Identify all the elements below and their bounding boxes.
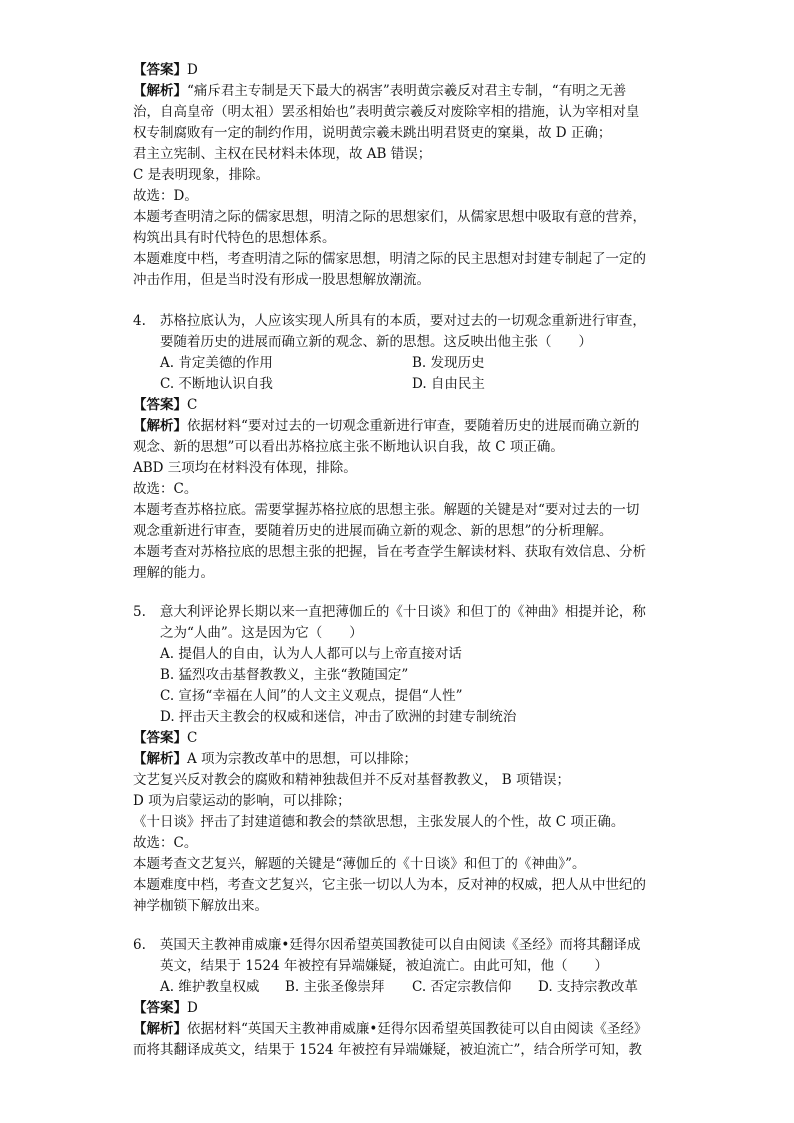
option-c: C. 不断地认识自我: [160, 376, 273, 392]
text-line: 观念、新的思想”可以看出苏格拉底主张不断地认识自我，故 C 项正确。: [133, 439, 564, 455]
answer-line: 【答案】C: [133, 730, 198, 746]
option-b: B. 主张圣像崇拜: [285, 979, 385, 995]
option-b: B. 发现历史: [412, 355, 485, 371]
text-line: 权专制腐败有一定的制约作用，说明黄宗羲未跳出明君贤吏的窠巢，故 D 正确；: [133, 125, 612, 141]
option-c: C. 否定宗教信仰: [412, 979, 512, 995]
option-d: D. 支持宗教改革: [538, 979, 638, 995]
text-line: 本题难度中档，考查明清之际的儒家思想，明清之际的民主思想对封建专制起了一定的: [133, 251, 646, 267]
text-line: 构筑出具有时代特色的思想体系。: [133, 230, 336, 246]
option-a: A. 维护教皇权威: [160, 979, 260, 995]
analysis-line: 【解析】依据材料“要对过去的一切观念重新进行审查，要随着历史的进展而确立新的: [133, 418, 640, 434]
option-b: B. 猛烈攻击基督教教义，主张“教随国定”: [160, 667, 409, 683]
text-line: 之为“人曲”。这是因为它（ ）: [160, 625, 363, 641]
option-a: A. 肯定美德的作用: [160, 355, 273, 371]
text-line: 君主立宪制、主权在民材料未体现，故 AB 错误；: [133, 146, 432, 162]
question-5-stem: 5. 意大利评论界长期以来一直把薄伽丘的《十日谈》和但丁的《神曲》相提并论，称: [133, 604, 646, 620]
text-line: 观念重新进行审查，要随着历史的进展而确立新的观念、新的思想”的分析理解。: [133, 523, 613, 539]
option-a: A. 提倡人的自由，认为人人都可以与上帝直接对话: [160, 646, 462, 662]
analysis-line: 【解析】“痛斥君主专制是天下最大的祸害”表明黄宗羲反对君主专制，“有明之无善: [133, 83, 627, 99]
analysis-line: 【解析】依据材料“英国天主教神甫威廉•廷得尔因希望英国教徒可以自由阅读《圣经》: [133, 1021, 648, 1037]
text-line: 本题考查明清之际的儒家思想，明清之际的思想家们，从儒家思想中吸取有意的营养，: [133, 209, 646, 225]
question-4-stem: 4. 苏格拉底认为，人应该实现人所具有的本质，要对过去的一切观念重新进行审查，: [133, 313, 646, 329]
question-number: 4.: [133, 313, 146, 329]
text-line: 冲击作用，但是当时没有形成一股思想解放潮流。: [133, 272, 430, 288]
answer-line: 【答案】D: [133, 1000, 198, 1016]
answer-line: 【答案】C: [133, 397, 198, 413]
option-d: D. 抨击天主教会的权威和迷信，冲击了欧洲的封建专制统治: [160, 709, 517, 725]
question-number: 6.: [133, 937, 146, 953]
text-line: 本题难度中档，考查文艺复兴，它主张一切以人为本，反对神的权威，把人从中世纪的: [133, 877, 646, 893]
question-number: 5.: [133, 604, 146, 620]
text-line: C 是表明现象，排除。: [133, 167, 270, 183]
option-d: D. 自由民主: [412, 376, 485, 392]
text-line: 本题考查对苏格拉底的思想主张的把握，旨在考查学生解读材料、获取有效信息、分析: [133, 544, 646, 560]
text-line: 故选：C。: [133, 481, 198, 497]
text-line: 文艺复兴反对教会的腐败和精神独裁但并不反对基督教教义， B 项错误；: [133, 772, 571, 788]
text-line: 本题考查苏格拉底。需要掌握苏格拉底的思想主张。解题的关键是对“要对过去的一切: [133, 502, 640, 518]
text-line: 神学枷锁下解放出来。: [133, 898, 268, 914]
text-line: D 项为启蒙运动的影响，可以排除；: [133, 793, 351, 809]
text-line: 要随着历史的进展而确立新的观念、新的思想。这反映出他主张（ ）: [160, 334, 592, 350]
text-line: 而将其翻译成英文，结果于 1524 年被控有异端嫌疑，被迫流亡”，结合所学可知，教: [133, 1042, 642, 1058]
text-line: 故选：D。: [133, 188, 198, 204]
text-line: ABD 三项均在材料没有体现，排除。: [133, 460, 357, 476]
text-line: 故选：C。: [133, 835, 198, 851]
option-c: C. 宣扬“幸福在人间”的人文主义观点，提倡“人性”: [160, 688, 463, 704]
text-line: 理解的能力。: [133, 565, 214, 581]
text-line: 本题考查文艺复兴，解题的关键是“薄伽丘的《十日谈》和但丁的《神曲》”。: [133, 856, 586, 872]
text-line: 英文，结果于 1524 年被控有异端嫌疑，被迫流亡。由此可知，他（ ）: [160, 958, 608, 974]
text-line: 《十日谈》抨击了封建道德和教会的禁欲思想，主张发展人的个性，故 C 项正确。: [133, 814, 625, 830]
question-6-stem: 6. 英国天主教神甫威廉•廷得尔因希望英国教徒可以自由阅读《圣经》而将其翻译成: [133, 937, 641, 953]
answer-line: 【答案】D: [133, 62, 198, 78]
analysis-line: 【解析】A 项为宗教改革中的思想，可以排除；: [133, 751, 418, 767]
text-line: 治，自高皇帝（明太祖）罢丞相始也”表明黄宗羲反对废除宰相的措施，认为宰相对皇: [133, 104, 640, 120]
